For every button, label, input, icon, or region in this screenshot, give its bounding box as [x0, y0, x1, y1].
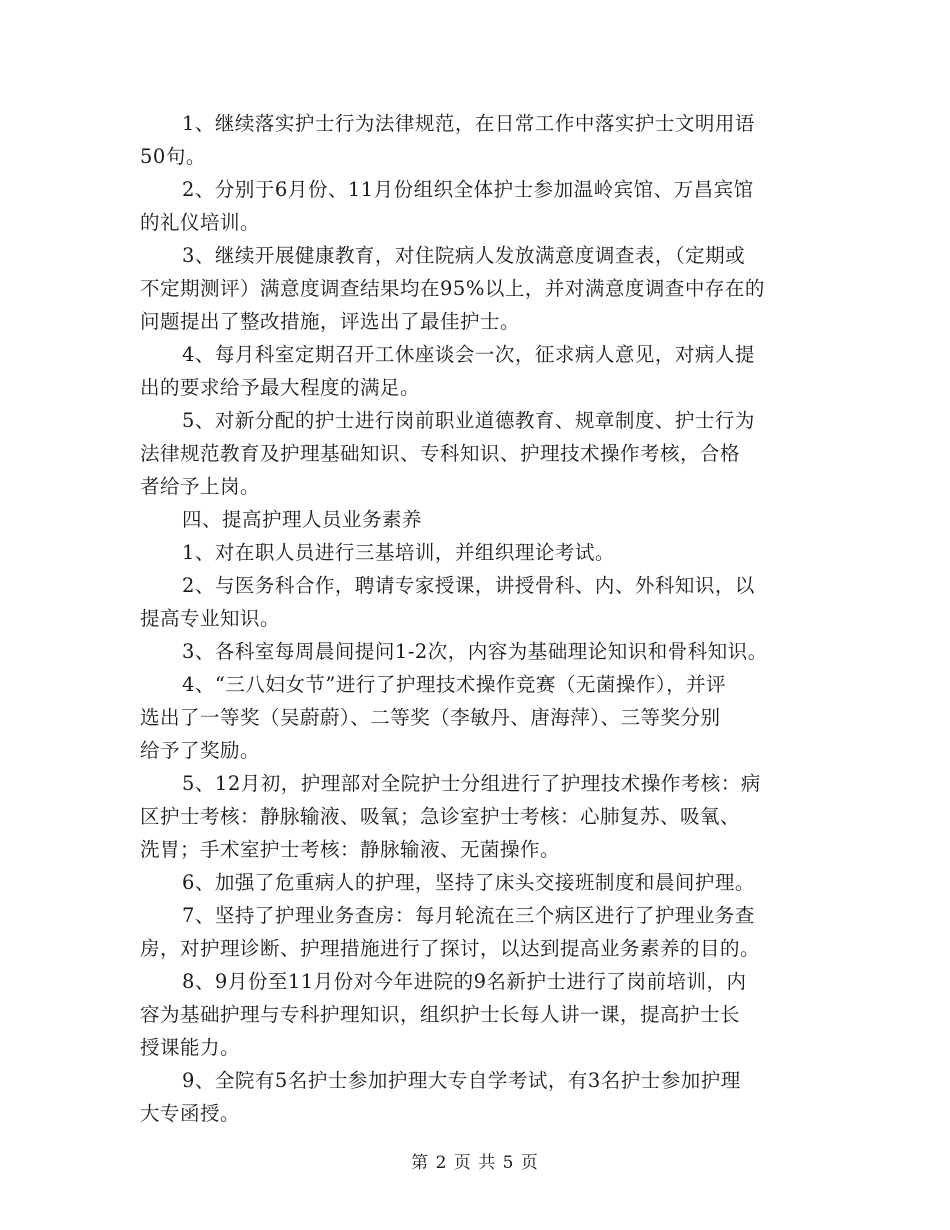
page-footer: 第 2 页 共 5 页: [411, 1153, 539, 1173]
text-line: 提高专业知识。: [140, 607, 281, 630]
text-line: 50句。: [140, 145, 206, 168]
text-line: 2、与医务科合作，聘请专家授课，讲授骨科、内、外科知识，以: [182, 574, 755, 597]
text-line: 法律规范教育及护理基础知识、专科知识、护理技术操作考核，合格: [140, 442, 741, 465]
text-line: 洗胃；手术室护士考核：静脉输液、无菌操作。: [140, 838, 561, 861]
text-line: 给予了奖励。: [140, 739, 261, 762]
text-line: 7、坚持了护理业务查房：每月轮流在三个病区进行了护理业务查: [182, 904, 755, 927]
text-line: 1、继续落实护士行为法律规范，在日常工作中落实护士文明用语: [182, 112, 755, 135]
text-line: 3、各科室每周晨间提问1-2次，内容为基础理论知识和骨科知识。: [182, 640, 768, 663]
text-line: 选出了一等奖（吴蔚蔚）、二等奖（李敏丹、唐海萍）、三等奖分别: [140, 706, 721, 729]
text-line: 出的要求给予最大程度的满足。: [140, 376, 421, 399]
text-line: 区护士考核：静脉输液、吸氧；急诊室护士考核：心肺复苏、吸氧、: [140, 805, 741, 828]
text-line: 房，对护理诊断、护理措施进行了探讨，以达到提高业务素养的目的。: [140, 937, 761, 960]
text-line: 4、“三八妇女节”进行了护理技术操作竞赛（无菌操作），并评: [182, 673, 727, 696]
text-line: 四、提高护理人员业务素养: [182, 508, 423, 531]
text-line: 者给予上岗。: [140, 475, 261, 498]
text-line: 2、分别于6月份、11月份组织全体护士参加温岭宾馆、万昌宾馆: [182, 178, 754, 201]
text-line: 3、继续开展健康教育，对住院病人发放满意度调查表，（定期或: [182, 244, 746, 267]
text-line: 容为基础护理与专科护理知识，组织护士长每人讲一课，提高护士长: [140, 1003, 741, 1026]
text-line: 1、对在职人员进行三基培训，并组织理论考试。: [182, 541, 615, 564]
text-line: 9、全院有5名护士参加护理大专自学考试，有3名护士参加护理: [182, 1069, 741, 1092]
text-line: 6、加强了危重病人的护理，坚持了床头交接班制度和晨间护理。: [182, 871, 755, 894]
text-line: 授课能力。: [140, 1036, 241, 1059]
text-line: 问题提出了整改措施，评选出了最佳护士。: [140, 310, 521, 333]
text-line: 5、12月初，护理部对全院护士分组进行了护理技术操作考核：病: [182, 772, 761, 795]
text-line: 不定期测评）满意度调查结果均在95%以上，并对满意度调查中存在的: [140, 277, 765, 300]
text-line: 大专函授。: [140, 1102, 241, 1125]
text-line: 4、每月科室定期召开工休座谈会一次，征求病人意见，对病人提: [182, 343, 755, 366]
text-line: 5、对新分配的护士进行岗前职业道德教育、规章制度、护士行为: [182, 409, 755, 432]
document-body: [140, 107, 815, 1130]
text-line: 的礼仪培训。: [140, 211, 261, 234]
text-line: 8、9月份至11月份对今年进院的9名新护士进行了岗前培训，内: [182, 970, 747, 993]
